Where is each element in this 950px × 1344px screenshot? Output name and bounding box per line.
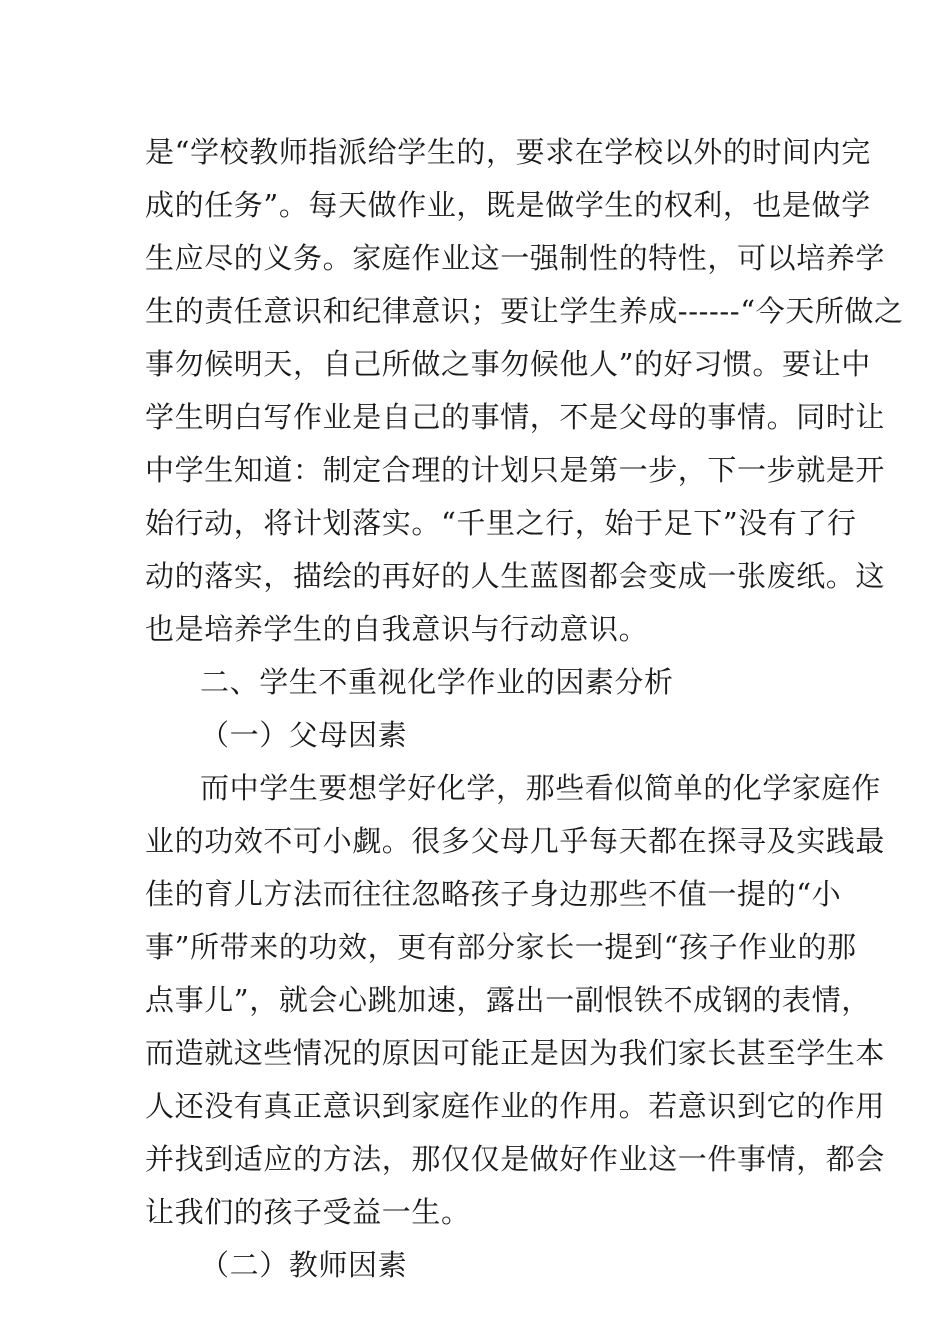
text-line: 生应尽的义务。家庭作业这一强制性的特性，可以培养学 bbox=[145, 241, 886, 275]
text-line: 也是培养学生的自我意识与行动意识。 bbox=[145, 612, 649, 646]
text-line: 点事儿”，就会心跳加速，露出一副恨铁不成钢的表情， bbox=[145, 983, 871, 1017]
section-heading: 二、学生不重视化学作业的因素分析 bbox=[200, 665, 674, 699]
text-line: 人还没有真正意识到家庭作业的作用。若意识到它的作用 bbox=[145, 1089, 886, 1123]
text-line: 学生明白写作业是自己的事情，不是父母的事情。同时让 bbox=[145, 400, 886, 434]
text-line: 而造就这些情况的原因可能正是因为我们家长甚至学生本 bbox=[145, 1036, 886, 1070]
text-line: 事勿候明天，自己所做之事勿候他人”的好习惯。要让中 bbox=[145, 347, 871, 381]
text-line: 并找到适应的方法，那仅仅是做好作业这一件事情，都会 bbox=[145, 1142, 886, 1176]
text-line: 始行动，将计划落实。“千里之行，始于足下”没有了行 bbox=[145, 506, 857, 540]
text-line: 让我们的孩子受益一生。 bbox=[145, 1195, 471, 1229]
text-line: 中学生知道：制定合理的计划只是第一步，下一步就是开 bbox=[145, 453, 886, 487]
text-line: 事”所带来的功效，更有部分家长一提到“孩子作业的那 bbox=[145, 930, 857, 964]
text-line: 而中学生要想学好化学，那些看似简单的化学家庭作 bbox=[200, 771, 881, 805]
subsection-heading: （二）教师因素 bbox=[200, 1248, 408, 1282]
text-line: 生的责任意识和纪律意识；要让学生养成------“今天所做之 bbox=[145, 294, 904, 328]
text-line: 业的功效不可小觑。很多父母几乎每天都在探寻及实践最 bbox=[145, 824, 886, 858]
text-line: 成的任务”。每天做作业，既是做学生的权利，也是做学 bbox=[145, 188, 871, 222]
text-line: 动的落实，描绘的再好的人生蓝图都会变成一张废纸。这 bbox=[145, 559, 886, 593]
text-line: 是“学校教师指派给学生的，要求在学校以外的时间内完 bbox=[145, 135, 871, 169]
text-line: 佳的育儿方法而往往忽略孩子身边那些不值一提的“小 bbox=[145, 877, 842, 911]
subsection-heading: （一）父母因素 bbox=[200, 718, 408, 752]
